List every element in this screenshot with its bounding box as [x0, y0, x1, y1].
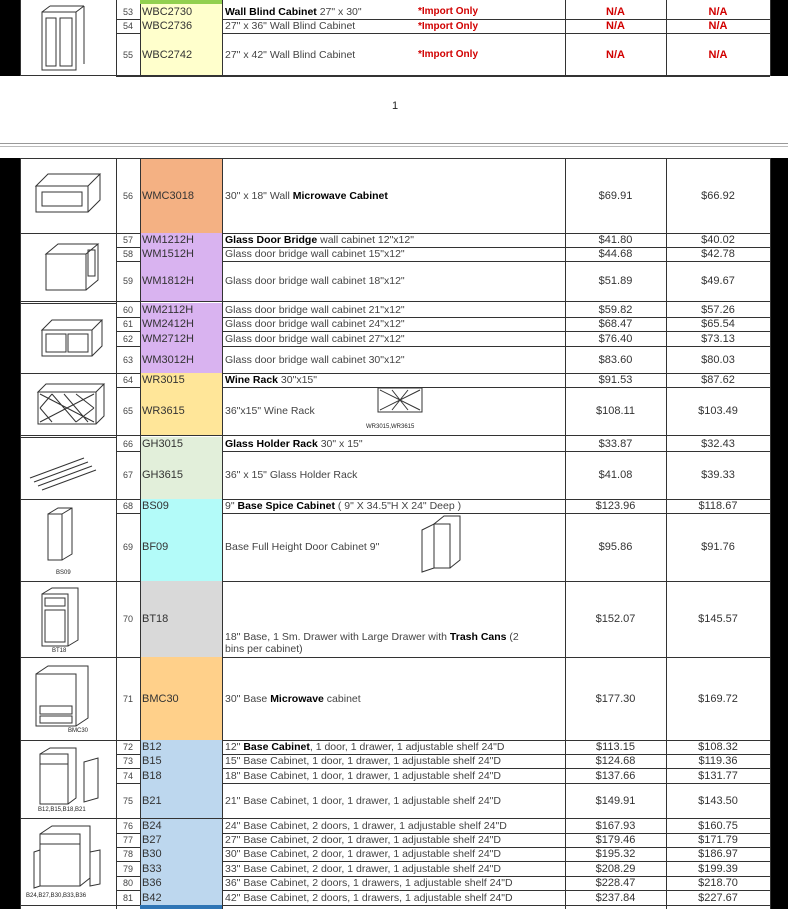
- price-tier-1: $41.80: [598, 234, 633, 246]
- description-text: 12": [225, 741, 244, 753]
- item-code: GH3615: [142, 469, 183, 481]
- item-code: B12: [142, 741, 162, 753]
- base-cabinet-caption: B12,B15,B18,B21: [38, 807, 86, 813]
- item-description: [222, 499, 564, 513]
- column-divider: [770, 0, 771, 76]
- description-bold: Base Spice Cabinet: [237, 500, 335, 512]
- row-number: 76: [122, 820, 133, 831]
- item-code: WR3615: [142, 405, 185, 417]
- group-divider: [20, 818, 116, 819]
- price-tier-1: $152.07: [595, 613, 636, 625]
- item-code: WM2112H: [142, 304, 194, 316]
- price-tier-1: $108.11: [596, 405, 635, 417]
- column-divider: [116, 158, 117, 909]
- price-tier-2: $42.78: [701, 248, 735, 260]
- price-tier-2: N/A: [708, 5, 728, 18]
- row-number: 56: [122, 190, 133, 201]
- description-rest: 27" x 30": [316, 5, 362, 18]
- price-tier-1: $228.47: [595, 877, 636, 889]
- item-code: B27: [142, 834, 162, 846]
- glass-bridge-cabinet-wide-drawing: [36, 312, 111, 367]
- trash-cabinet-caption: BT18: [52, 648, 67, 654]
- group-divider: [116, 818, 770, 819]
- price-tier-2: $119.36: [698, 755, 738, 767]
- price-tier-2: $66.92: [701, 189, 735, 202]
- previous-row-fill: [140, 0, 222, 4]
- group-divider: [20, 905, 116, 906]
- description-line: [225, 541, 379, 553]
- row-number: 67: [122, 470, 133, 480]
- item-code: WM1512H: [142, 248, 194, 260]
- price-tier-2: $218.70: [698, 877, 738, 889]
- description-line: [225, 405, 315, 417]
- left-margin-bar: [0, 158, 20, 909]
- price-tier-1: $69.91: [598, 189, 633, 202]
- item-code: WMC3018: [142, 189, 194, 202]
- group-divider: [116, 435, 770, 436]
- glass-holder-rack-drawing: [24, 440, 110, 492]
- right-margin-bar: [770, 158, 788, 909]
- import-only-note: *Import Only: [418, 20, 479, 32]
- group-divider: [20, 435, 116, 436]
- description-text: Glass door bridge wall cabinet 24"x12": [225, 318, 405, 330]
- wine-rack-drawing: [30, 378, 110, 434]
- wall-blind-cabinet-drawing: [30, 4, 90, 74]
- description-line: [225, 318, 405, 330]
- description-text: 36"x15" Wine Rack: [225, 405, 315, 417]
- description-line: [225, 834, 501, 846]
- price-tier-1: $95.86: [598, 541, 633, 553]
- price-tier-2: $32.43: [701, 438, 735, 450]
- price-tier-1: $237.84: [595, 891, 636, 904]
- price-tier-2: $91.76: [701, 541, 735, 553]
- price-tier-2: $57.26: [701, 304, 735, 316]
- trash-can-cabinet-drawing: [32, 584, 94, 654]
- price-tier-2: $143.50: [698, 794, 738, 807]
- description-line: [225, 770, 501, 782]
- item-description: [222, 158, 564, 233]
- description-rest: , 1 door, 1 drawer, 1 adjustable shelf 24"D: [309, 741, 505, 753]
- item-description: [222, 833, 564, 847]
- item-code: WBC2730: [142, 5, 193, 18]
- price-tier-1: $91.53: [598, 374, 633, 386]
- description-line: [225, 304, 405, 316]
- group-divider: [20, 581, 116, 582]
- price-tier-1: $137.66: [595, 769, 636, 782]
- price-tier-1: $113.15: [596, 741, 635, 753]
- description-bold: Glass Holder Rack: [225, 438, 318, 450]
- group-divider: [20, 301, 116, 302]
- description-text: 42" Base Cabinet, 2 doors, 1 drawers, 1 adjustable shelf 24"D: [225, 891, 513, 904]
- table-top-border: [20, 158, 770, 159]
- description-line: [225, 354, 405, 366]
- price-tier-2: $39.33: [701, 469, 735, 481]
- description-line: [225, 877, 513, 889]
- description-text: 36" x 15" Glass Holder Rack: [225, 469, 358, 481]
- row-number: 79: [122, 863, 133, 874]
- description-rest: ( 9" X 34.5"H X 24" Deep ): [334, 500, 462, 512]
- item-code: WM2412H: [142, 318, 194, 330]
- item-description: [222, 451, 564, 499]
- item-code: BT18: [142, 613, 169, 625]
- description-line: [225, 892, 513, 904]
- price-tier-2: $169.72: [698, 692, 738, 705]
- row-number: 81: [122, 892, 133, 903]
- row-number: 74: [122, 770, 133, 781]
- row-number: 65: [122, 406, 133, 416]
- description-line: [225, 234, 414, 246]
- price-tier-1: $167.93: [595, 819, 636, 832]
- column-divider: [116, 0, 117, 76]
- group-divider: [20, 233, 116, 234]
- description-rest: 30"x15": [278, 374, 317, 386]
- price-tier-2: N/A: [708, 48, 728, 61]
- column-divider: [565, 0, 566, 76]
- price-tier-1: N/A: [606, 20, 625, 32]
- item-code: B36: [142, 877, 162, 889]
- item-description: [222, 233, 564, 247]
- item-description: [222, 317, 564, 331]
- row-number: 78: [122, 849, 133, 859]
- row-number: 70: [122, 614, 133, 624]
- price-tier-2: $80.03: [701, 353, 735, 366]
- price-tier-1: $59.82: [598, 304, 633, 316]
- item-description: [222, 740, 564, 754]
- base-full-height-door-drawing: [418, 514, 472, 574]
- page-break-line: [0, 146, 788, 147]
- row-number: 71: [122, 693, 133, 704]
- column-divider: [140, 158, 141, 909]
- row-number: 75: [122, 795, 133, 806]
- row-number: 58: [122, 249, 133, 259]
- row-number: 80: [122, 878, 133, 888]
- description-text: Glass door bridge wall cabinet 15"x12": [225, 248, 405, 260]
- description-text: Glass door bridge wall cabinet 27"x12": [225, 332, 405, 345]
- description-text: 33" Base Cabinet, 2 door, 1 drawer, 1 adjustable shelf 24"D: [225, 862, 501, 875]
- price-tier-1: $76.40: [598, 332, 633, 345]
- description-bold: Glass Door Bridge: [225, 234, 318, 246]
- item-description: [222, 861, 564, 876]
- description-text: 30" Base: [225, 692, 271, 705]
- row-divider: [116, 76, 770, 77]
- price-tier-2: $40.02: [701, 234, 735, 246]
- row-number: 54: [122, 21, 133, 31]
- price-tier-1: $123.96: [595, 500, 636, 512]
- item-description: [222, 331, 564, 346]
- description-line: [225, 500, 461, 512]
- item-description: [222, 247, 564, 261]
- price-tier-1: $124.68: [595, 755, 636, 767]
- group-divider: [116, 301, 770, 302]
- price-tier-1: $179.46: [595, 834, 636, 846]
- price-tier-2: $131.77: [698, 769, 738, 782]
- item-code: B21: [142, 794, 162, 807]
- description-line: [225, 275, 405, 287]
- row-number: 61: [122, 319, 133, 329]
- description-line: [225, 631, 519, 643]
- price-tier-2: $145.57: [698, 613, 738, 625]
- import-only-note: *Import Only: [418, 6, 479, 17]
- column-divider: [140, 0, 141, 76]
- price-tier-2: $87.62: [701, 374, 735, 386]
- price-tier-1: N/A: [606, 48, 625, 61]
- item-description: [222, 513, 564, 581]
- price-tier-2: $199.39: [698, 862, 738, 875]
- table-bottom-border: [20, 75, 770, 76]
- item-description: [222, 261, 564, 301]
- group-divider: [20, 499, 116, 500]
- item-code: WR3015: [142, 374, 185, 386]
- column-divider: [666, 0, 667, 76]
- price-tier-2: $186.97: [698, 848, 738, 860]
- item-description: [222, 754, 564, 768]
- wine-rack-small-drawing: [368, 378, 430, 428]
- description-text: 30" x 18" Wall: [225, 189, 293, 202]
- description-text: Glass door bridge wall cabinet 21"x12": [225, 304, 405, 316]
- item-code: B30: [142, 848, 162, 860]
- description-bold: Base Cabinet: [243, 741, 310, 753]
- row-number: 60: [122, 305, 133, 315]
- column-divider: [565, 158, 566, 909]
- item-description: [222, 890, 564, 905]
- row-number: 57: [122, 235, 133, 245]
- price-tier-1: $177.30: [595, 692, 636, 705]
- description-text: 9": [225, 500, 238, 512]
- item-code: BMC30: [142, 692, 179, 705]
- description-text: 18" Base, 1 Sm. Drawer with Large Drawer with: [225, 631, 450, 643]
- group-divider: [20, 437, 116, 438]
- description-bold: Wine Rack: [225, 374, 279, 386]
- row-number: 66: [122, 439, 133, 449]
- spice-cabinet-caption: BS09: [56, 570, 71, 576]
- page-break-line: [0, 143, 788, 144]
- item-code: WM3012H: [142, 353, 194, 366]
- row-number: 62: [122, 333, 133, 344]
- description-line: [225, 848, 501, 860]
- wine-rack-caption: WR3015,WR3615: [366, 424, 415, 430]
- column-divider: [20, 158, 21, 909]
- page-number: 1: [392, 100, 399, 112]
- item-code: BS09: [142, 500, 169, 512]
- description-bold: Trash Cans: [449, 631, 507, 643]
- item-description: [222, 783, 564, 818]
- column-divider: [770, 158, 771, 909]
- price-tier-1: $83.60: [598, 353, 633, 366]
- glass-bridge-cabinet-drawing: [36, 238, 111, 298]
- column-divider: [20, 0, 21, 76]
- item-code: B24: [142, 819, 162, 832]
- description-text: 24" Base Cabinet, 2 doors, 1 drawer, 1 adjustable shelf 24"D: [225, 819, 507, 832]
- description-text: 18" Base Cabinet, 1 door, 1 drawer, 1 adjustable shelf 24"D: [225, 769, 501, 782]
- item-description: [222, 876, 564, 890]
- row-number: 63: [122, 354, 133, 365]
- column-divider: [222, 0, 223, 76]
- price-tier-2: $227.67: [698, 891, 738, 904]
- price-tier-2: $108.32: [698, 741, 738, 753]
- base-spice-cabinet-drawing: [36, 504, 86, 574]
- row-number: 64: [122, 375, 133, 385]
- item-description: [222, 818, 564, 833]
- price-tier-1: $68.47: [598, 318, 633, 330]
- description-line: [225, 820, 507, 832]
- item-code: BF09: [142, 541, 169, 553]
- item-code: WM2712H: [142, 332, 194, 345]
- item-code: WM1812H: [142, 275, 194, 287]
- price-tier-1: $195.32: [595, 848, 636, 860]
- group-divider: [20, 740, 116, 741]
- description-line: [225, 20, 355, 32]
- description-bold: Microwave Cabinet: [292, 189, 388, 202]
- item-description: [222, 657, 564, 740]
- row-number: 72: [122, 742, 133, 752]
- item-description: [222, 437, 564, 451]
- description-line: [225, 863, 501, 875]
- description-rest: 27" x 42" Wall Blind Cabinet: [225, 48, 356, 61]
- item-code: B15: [142, 755, 162, 767]
- description-line: [225, 6, 362, 18]
- price-tier-2: $49.67: [701, 275, 735, 287]
- row-number: 73: [122, 756, 133, 766]
- description-line: [225, 333, 405, 345]
- price-tier-2: $171.79: [698, 834, 738, 846]
- description-line: [225, 693, 361, 705]
- right-margin-bar: [770, 0, 788, 76]
- price-tier-2: $118.67: [698, 500, 738, 512]
- description-text: 36" Base Cabinet, 2 doors, 1 drawers, 1 adjustable shelf 24"D: [225, 877, 513, 889]
- column-divider: [222, 158, 223, 909]
- item-code: B18: [142, 769, 162, 782]
- description-rest: wall cabinet 12"x12": [317, 234, 414, 246]
- base-cabinet-1-door-drawing: [30, 744, 110, 810]
- description-bold: Microwave: [270, 692, 324, 705]
- item-code: WM1212H: [142, 234, 194, 246]
- description-rest: 27" x 36" Wall Blind Cabinet: [225, 20, 356, 32]
- description-rest: cabinet: [323, 692, 361, 705]
- description-line: [225, 49, 355, 61]
- description-text: Glass door bridge wall cabinet 30"x12": [225, 353, 405, 366]
- description-line: [225, 248, 405, 260]
- item-code: WBC2742: [142, 48, 193, 61]
- item-description: [222, 847, 564, 861]
- description-line: [225, 741, 504, 753]
- price-tier-1: $208.29: [595, 862, 636, 875]
- description-text: 21" Base Cabinet, 1 door, 1 drawer, 1 adjustable shelf 24"D: [225, 794, 501, 807]
- item-code: GH3015: [142, 438, 183, 450]
- price-tier-2: N/A: [708, 20, 728, 32]
- description-text: 30" Base Cabinet, 2 door, 1 drawer, 1 adjustable shelf 24"D: [225, 848, 501, 860]
- base-cabinet-2-door-drawing: [30, 822, 114, 892]
- column-divider: [666, 158, 667, 909]
- base-microwave-cabinet-drawing: [28, 662, 100, 734]
- description-line: [225, 190, 388, 202]
- item-code: WBC2736: [142, 20, 193, 32]
- description-line: [225, 374, 317, 386]
- left-margin-bar: [0, 0, 20, 76]
- row-number: 53: [122, 6, 133, 17]
- description-rest: (2: [506, 631, 519, 643]
- price-tier-2: $160.75: [698, 819, 738, 832]
- description-rest: 30" x 15": [317, 438, 363, 450]
- description-line: [225, 469, 357, 481]
- description-line: [225, 755, 501, 767]
- description-bold: Wall Blind Cabinet: [225, 5, 317, 18]
- base-cabinet-2-caption: B24,B27,B30,B33,B36: [26, 893, 87, 899]
- microwave-cabinet-drawing: [28, 166, 108, 226]
- group-divider: [20, 657, 116, 658]
- price-tier-1: $44.68: [598, 248, 633, 260]
- row-number: 69: [122, 542, 133, 552]
- description-line: [225, 795, 501, 807]
- item-description: [222, 346, 564, 373]
- item-code: B33: [142, 862, 162, 875]
- price-tier-2: $73.13: [701, 332, 735, 345]
- price-tier-1: $41.08: [598, 469, 633, 481]
- description-text: Base Full Height Door Cabinet 9": [225, 541, 380, 553]
- group-divider: [20, 373, 116, 374]
- item-code: B42: [142, 891, 162, 904]
- description-line: [225, 438, 363, 450]
- item-description: [222, 768, 564, 783]
- price-tier-2: $103.49: [698, 405, 738, 417]
- price-tier-1: N/A: [606, 5, 625, 18]
- row-number: 77: [122, 835, 133, 845]
- description-text: 27" Base Cabinet, 2 door, 1 drawer, 1 adjustable shelf 24"D: [225, 834, 501, 846]
- price-tier-1: $51.89: [598, 275, 633, 287]
- price-tier-2: $65.54: [701, 318, 735, 330]
- description-text: 15" Base Cabinet, 1 door, 1 drawer, 1 adjustable shelf 24"D: [225, 755, 501, 767]
- description-text: Glass door bridge wall cabinet 18"x12": [225, 275, 405, 287]
- group-divider: [20, 303, 116, 304]
- row-number: 55: [122, 49, 133, 60]
- price-tier-1: $33.87: [598, 438, 633, 450]
- next-row-fill: [140, 905, 222, 909]
- description-line2: bins per cabinet): [225, 643, 303, 655]
- import-only-note: *Import Only: [418, 49, 479, 60]
- price-tier-1: $149.91: [595, 794, 636, 807]
- microwave-base-caption: BMC30: [68, 728, 89, 734]
- item-description: [222, 303, 564, 317]
- row-number: 59: [122, 276, 133, 286]
- row-number: 68: [122, 501, 133, 511]
